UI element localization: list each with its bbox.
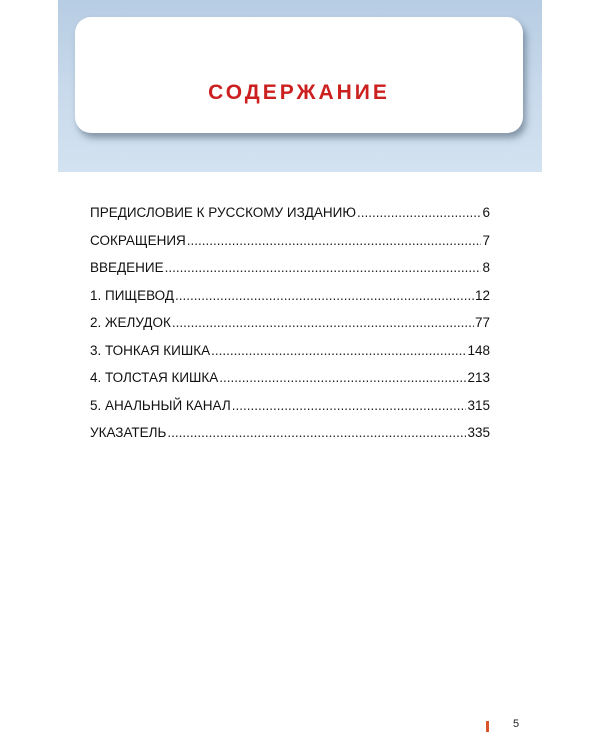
toc-leader-dots [175,288,474,303]
toc-entry-label: 4. ТОЛСТАЯ КИШКА [90,370,219,385]
toc-entry-label: 2. ЖЕЛУДОК [90,315,171,330]
toc-entry-page: 148 [467,342,490,358]
toc-entry-label: ВВЕДЕНИЕ [90,260,164,275]
toc-entry[interactable] [90,425,490,453]
table-of-contents [90,205,490,453]
toc-entry-page: 8 [482,260,490,275]
toc-leader-dots [165,260,482,275]
toc-entry-page: 12 [474,287,490,303]
page-marker-bar [486,721,489,732]
page-number: 5 [513,718,520,730]
toc-entry-page: 213 [467,370,490,385]
toc-entry[interactable] [90,233,490,261]
toc-entry[interactable] [90,370,490,398]
toc-leader-dots [232,398,467,413]
toc-entry-page: 335 [467,425,490,440]
title-card [75,17,523,133]
toc-entry-page: 315 [467,397,490,413]
toc-entry[interactable] [90,315,490,343]
toc-entry[interactable] [90,260,490,288]
toc-entry[interactable] [90,288,490,316]
toc-entry-page: 77 [474,315,490,330]
toc-leader-dots [172,315,474,330]
toc-entry-label: 1. ПИЩЕВОД [90,287,174,303]
page-footer [486,714,536,738]
toc-entry-label: УКАЗАТЕЛЬ [90,425,167,440]
toc-entry[interactable] [90,343,490,371]
page-title: СОДЕРЖАНИЕ [208,81,390,104]
toc-entry-page: 7 [482,232,490,248]
toc-entry-page: 6 [482,205,490,220]
toc-entry-label: СОКРАЩЕНИЯ [90,232,186,248]
toc-entry[interactable] [90,205,490,233]
toc-leader-dots [167,425,466,440]
toc-leader-dots [187,233,482,248]
toc-entry-label: 3. ТОНКАЯ КИШКА [90,342,211,358]
toc-leader-dots [357,205,482,220]
toc-entry-label: 5. АНАЛЬНЫЙ КАНАЛ [90,397,231,413]
toc-entry[interactable] [90,398,490,426]
toc-leader-dots [219,370,466,385]
toc-leader-dots [211,343,466,358]
toc-entry-label: ПРЕДИСЛОВИЕ К РУССКОМУ ИЗДАНИЮ [90,205,356,220]
